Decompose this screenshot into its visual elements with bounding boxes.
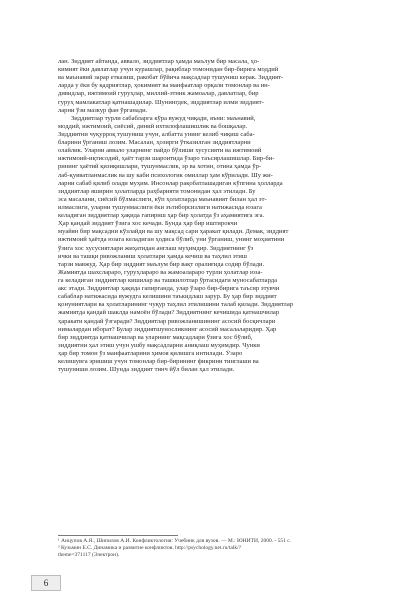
body-text: [58, 58, 374, 374]
text-line: зиддиятни ҳал этиш учун ушбу мақсадларни аниқлаш муҳимдир. Чунки: [58, 341, 260, 349]
text-line: келишувга эришиш учун томонлар бир-бирининг фикрини тинглаши ва: [58, 358, 259, 366]
text-line: Зиддиятлар турли сабабларга кўра вужуд чиқади, яъни: маънавий,: [71, 114, 256, 122]
text-line: ларни ўзи мазкур фан ўрганади.: [58, 106, 148, 114]
text-line: гуруҳ мамлакатлар қатнашадилар. Шунингдек, зиддиятлар илми зиддият-: [58, 98, 264, 106]
text-line: рининг ҳаётий қизиқишлари, тушунмаслик, эр ва хотин, отина ҳамда ўр-: [58, 163, 262, 171]
text-line: жамиятда қандай шаклда намоён бўлади? Зиддиятнинг кечишида қатнашчилар: [58, 309, 280, 317]
text-line: ларда у ёки бу қадриятлар, ҳокимият ва манфаатлар орқали томонлар ва ин-: [58, 82, 270, 90]
footnote-line: ² Кузьмин Е.С. Динамика и развитие конфликтов. http://psychology.net.ru/talk/?: [58, 544, 242, 551]
text-line: Жамиятда шахслараро, гуруҳлараро ва жамоалараро турли ҳолатлар юза-: [58, 268, 263, 276]
text-line: Зиддиятни чуқурроқ тушуниш учун, албатта унинг келиб чиқиш саба-: [58, 130, 255, 138]
footnote-line: theme=371117 (Электрон).: [58, 551, 120, 558]
text-line: ларни сабаб қилиб олади муҳим. Инсонлар рақобатлашадиган кўпгина ҳолларда: [58, 179, 283, 187]
text-line: тушуниши лозим. Шунда зиддият тинч йўл билан ҳал этилади.: [58, 366, 235, 374]
text-line: лан. Зиддият айтанда, аввало, зиддиятлар ҳамда маълум бир масала, ҳо-: [58, 58, 260, 65]
text-line: ва маънавий зарар етказиш, ракобат бўйича мақсадлар тушуниш керак. Зиддият-: [58, 74, 284, 82]
text-line: олайлик. Уларни аввало уларнинг пайдо бўлиши хусусияти ва ижтимоий: [58, 147, 262, 155]
text-line: ички ва ташқи ривожланиш ҳолатлари ҳамда кечиш ва таҳлил этиш: [58, 252, 247, 260]
text-line: ўзига хос хусусиятлари жиҳатидан англаш муҳимдир. Зиддиятнинг ўз: [58, 244, 254, 252]
text-line: акс этади. Зиддиятлар ҳақида гапирганда, улар ўзаро бир-бирига таъсир этувчи: [58, 285, 280, 293]
text-line: илмаслиги, уларни тушунмаслиги ёки эътиборсизлиги натижасида юзага: [58, 203, 262, 211]
text-line: қонуниятлари ва ҳолатларининг чуқур таҳлил этилишини талаб қилади. Зиддиятлар: [58, 301, 294, 309]
text-line: ҳаракати қандай ўзгаради? Зиддиятлар ривожланишининг асосий босқичлари: [58, 317, 276, 325]
text-line: эса масалани, сиёсий бўлмаслиги, кўп ҳолатларда маънавият билан ҳал эт-: [58, 195, 267, 203]
footnote-divider: [58, 535, 178, 536]
text-line: бир зиддиятда қатнашчилар ва уларнинг мақсадлари ўзига хос бўлиб,: [58, 333, 253, 341]
text-line: келадиган зиддиятлар ҳақида гапириш ҳар бир ҳолатда ўз аҳамиятига эга.: [58, 212, 265, 220]
text-line: ҳар бир томон ўз манфаатларини ҳимоя қилишга интилади. Ўзаро: [58, 349, 243, 357]
footnotes: [58, 538, 374, 559]
footnote-line: ¹ Анцупов А.Я., Шипилов А.И. Конфликтология: Учебник для вузов. — М.: ЮНИТИ, 2000. - 551 с.: [58, 538, 292, 544]
text-line: муайян бир мақсадни кўзлайди ва шу мақсад сари ҳаракат қилади. Демак, зиддият: [58, 228, 289, 236]
text-line: ижтимоий-иқтисодий, ҳаёт тарзи шароитида ўзаро таъсирлашишлар. Бир-би-: [58, 155, 275, 163]
text-line: Ҳар қандай зиддият ўзига хос кечади. Бунда ҳар бир иштирокчи: [58, 220, 238, 228]
text-line: дивидлар, ижтимоий гуруҳлар, миллий-этник жамоалар, давлатлар, бир: [58, 90, 259, 98]
page-number: 6: [31, 575, 61, 591]
text-line: кимият ёки давлатлар учун курашлар, рақиблар томонидан бир-бирига моддий: [58, 66, 279, 74]
text-line: ижтимоий ҳаётда юзага келадиган ҳодиса бўлиб, уни ўрганиш, унинг моҳиятини: [58, 236, 285, 244]
text-line: бларини ўрганиш лозим. Масалан, ҳозирги ўтказилган зиддиятларни: [58, 139, 251, 147]
text-line: сабаблар натижасида вужудга келишини таъкидлаш зарур. Бу ҳар бир зиддият: [58, 293, 277, 301]
text-line: тарзи мавжуд. Ҳар бир зиддият маълум бир вақт оралиғида содир бўлади.: [58, 260, 265, 268]
text-line: нималардан иборат? Булар зиддиятшуносликнинг асосий масалаларидир. Ҳар: [58, 325, 277, 333]
text-line: га келадиган зиддиятлар кишилар ва ташкилотлар ўртасидаги муносабатларда: [58, 276, 277, 284]
text-line: лаб-қувватланмаслик ва шу каби психологик омиллар ҳам кўрилади. Шу жи-: [58, 171, 273, 179]
text-line: моддий, ижтимоий, сиёсий, диний ихтилофлашишлик ва бошқалар.: [58, 122, 248, 130]
text-line: зиддиятлар яширин ҳолатларда раҳбарияти томонидан ҳал этилади. Бу: [58, 187, 256, 195]
